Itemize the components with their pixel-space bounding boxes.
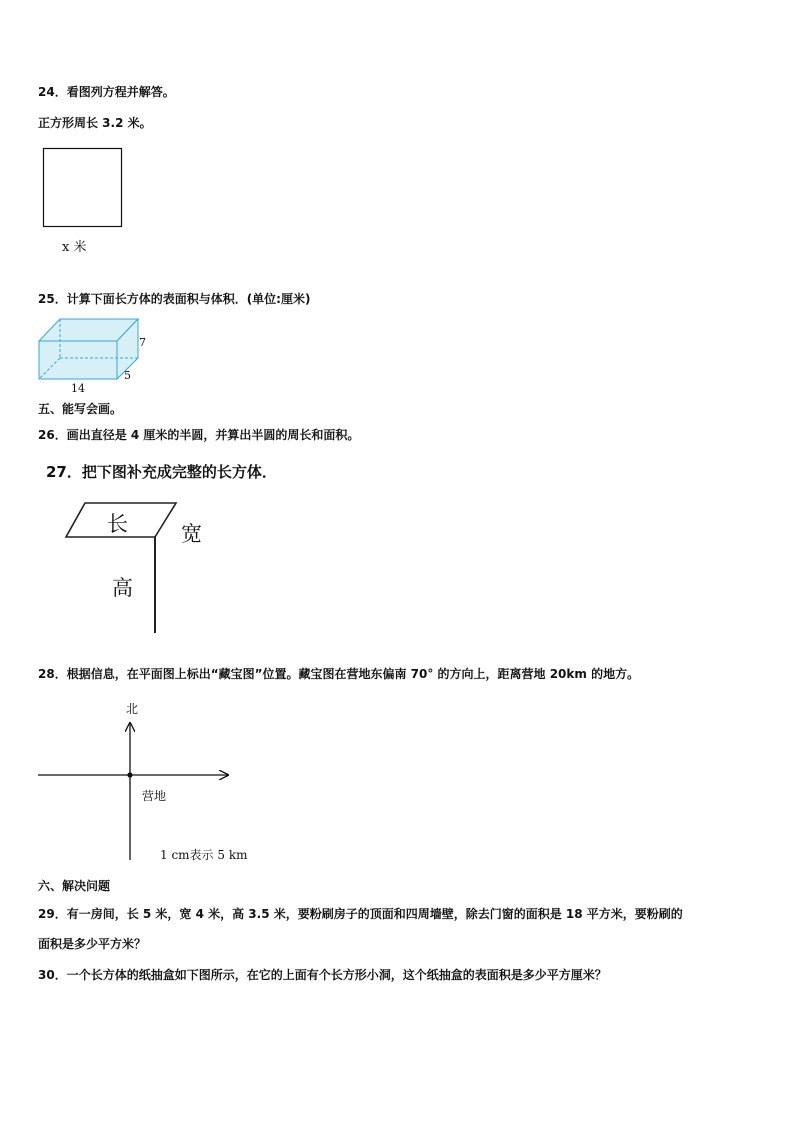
q28-title: 28．根据信息，在平面图上标出“藏宝图”位置。藏宝图在营地东偏南 70° 的方向上，距离营地 20km 的地方。 xyxy=(38,667,640,681)
cuboid-width-label: 5 xyxy=(124,369,131,382)
cuboid-height-label: 7 xyxy=(139,336,146,349)
q29-line1: 29．有一房间，长 5 米，宽 4 米，高 3.5 米，要粉刷房子的顶面和四周墙壁，除去门窗的面积是 18 平方米，要粉刷的 xyxy=(38,907,683,921)
q25-cuboid-figure xyxy=(34,313,160,395)
section6-title: 六、解决问题 xyxy=(38,879,111,893)
square-side-label: x 米 xyxy=(62,240,87,255)
section5-title: 五、能写会画。 xyxy=(38,402,123,416)
q25-title: 25．计算下面长方体的表面积与体积．(单位:厘米) xyxy=(38,292,311,306)
q24-perimeter-text: 正方形周长 3.2 米。 xyxy=(38,116,152,130)
q24-square-figure xyxy=(40,145,130,261)
camp-label: 营地 xyxy=(142,789,167,803)
camp-point xyxy=(127,772,132,777)
north-label: 北 xyxy=(126,702,139,716)
q24-title: 24．看图列方程并解答。 xyxy=(38,85,175,99)
cuboid-length-label: 14 xyxy=(71,382,85,395)
scale-label: 1 cm表示 5 km xyxy=(160,848,248,862)
square-shape xyxy=(44,149,122,227)
q28-map-figure xyxy=(30,695,270,867)
length-label: 长 xyxy=(107,512,128,536)
q27-title: 27．把下图补充成完整的长方体． xyxy=(46,463,277,481)
q27-partial-cuboid-figure xyxy=(60,490,260,640)
q30-title: 30．一个长方体的纸抽盒如下图所示，在它的上面有个长方形小洞，这个纸抽盒的表面积是多少平方厘米？ xyxy=(38,968,607,982)
height-label: 高 xyxy=(112,576,133,600)
width-label: 宽 xyxy=(181,522,202,546)
q26-title: 26．画出直径是 4 厘米的半圆，并算出半圆的周长和面积。 xyxy=(38,428,360,442)
q29-line2: 面积是多少平方米？ xyxy=(38,937,147,951)
